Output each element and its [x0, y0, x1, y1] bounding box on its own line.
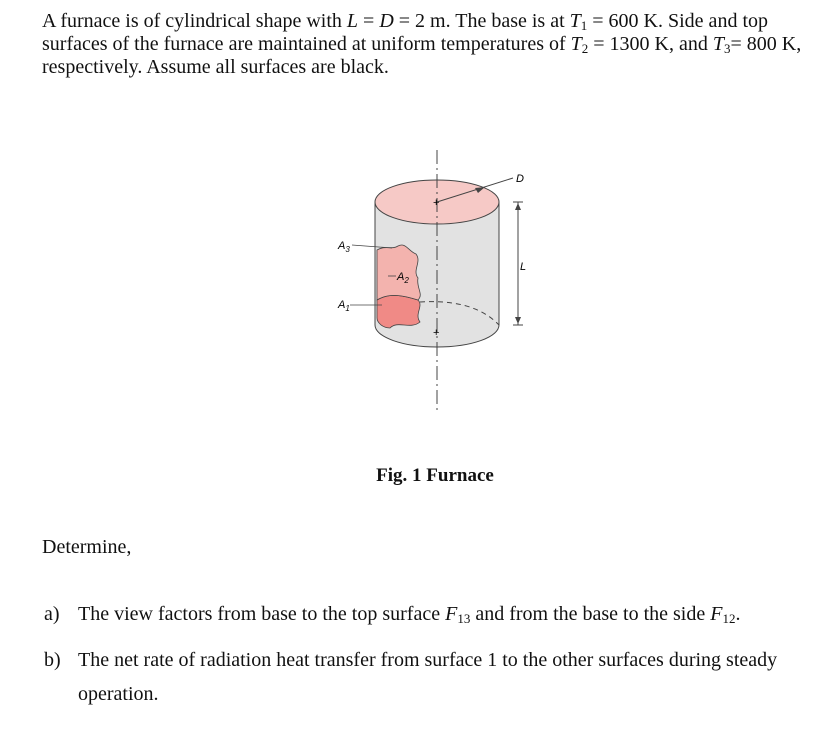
problem-statement [42, 10, 802, 79]
label-A2: $A_2$ [397, 271, 409, 285]
question-b-label: b) [44, 649, 61, 671]
base-surface-A1 [377, 295, 420, 328]
question-a-label: a) [44, 603, 60, 625]
question-b-continued: operation. [78, 683, 159, 705]
label-A3: $A_3$ [338, 240, 350, 254]
determine-label: Determine, [42, 536, 132, 558]
label-D: D [516, 173, 524, 185]
label-A1: $A_1$ [338, 299, 350, 313]
statement-line-1: A furnace is of cylindrical shape with L = D = 2 m. The base is at $T_1 = 600$ K. Side and top [42, 10, 768, 33]
center-mark-base: + [433, 327, 440, 339]
length-arrow-down [515, 317, 521, 324]
label-L: L [520, 261, 527, 273]
statement-line-3: respectively. Assume all surfaces are black. [42, 56, 389, 78]
figure-caption: Fig. 1 Furnace [376, 465, 494, 486]
length-arrow-up [515, 203, 521, 210]
furnace-figure [320, 150, 550, 420]
question-a: a) The view factors from base to the top surface $F_{13}$ and from the base to the side $F_{12}$. [44, 603, 741, 626]
center-mark-top: + [433, 197, 440, 209]
statement-line-2: surfaces of the furnace are maintained at uniform temperatures of $T_2 = 1300$ K, and $T_3= 800$ K, [42, 33, 802, 56]
question-b: b) The net rate of radiation heat transfer from surface 1 to the other surfaces during steady [44, 649, 778, 671]
